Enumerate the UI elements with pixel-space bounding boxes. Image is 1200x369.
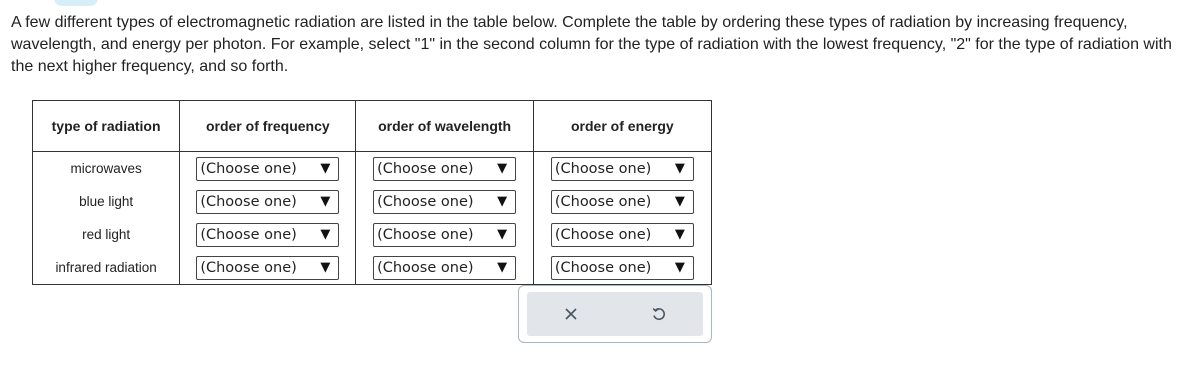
energy-select[interactable] [551, 190, 694, 214]
frequency-select[interactable] [196, 256, 339, 280]
dropdown-arrow-icon: ▼ [497, 227, 508, 242]
header-type: type of radiation [33, 101, 180, 152]
select-value: (Choose one) [554, 193, 652, 210]
select-value: (Choose one) [377, 193, 474, 210]
wavelength-select[interactable] [373, 223, 516, 247]
frequency-select[interactable] [196, 190, 339, 214]
clear-button[interactable] [527, 292, 615, 336]
x-icon [564, 307, 578, 321]
row-label: blue light [33, 185, 180, 218]
table-row [33, 218, 712, 251]
select-value: (Choose one) [377, 259, 474, 276]
energy-select[interactable] [551, 223, 694, 247]
collapse-tab[interactable] [54, 0, 98, 6]
dropdown-arrow-icon: ▼ [497, 161, 508, 176]
radiation-order-table [32, 100, 712, 285]
question-prompt: A few different types of electromagnetic radiation are listed in the table below. Complete the table by ordering these types of radiation by increasing frequency, wavelength, and energy per photon. For example, select "1" in the second column for the type of radiation with the lowest frequency, "2" for the type of radiation with the next higher frequency, and so forth. [11, 14, 1172, 75]
frequency-select[interactable] [196, 157, 339, 181]
dropdown-arrow-icon: ▼ [320, 260, 331, 275]
dropdown-arrow-icon: ▼ [320, 227, 331, 242]
select-value: (Choose one) [554, 259, 652, 276]
dropdown-arrow-icon: ▼ [674, 227, 685, 242]
table-header-row [33, 101, 712, 152]
undo-icon [651, 306, 667, 322]
dropdown-arrow-icon: ▼ [320, 194, 331, 209]
select-value: (Choose one) [377, 226, 474, 243]
dropdown-arrow-icon: ▼ [674, 260, 685, 275]
select-value: (Choose one) [554, 160, 652, 177]
table-row [33, 185, 712, 218]
dropdown-arrow-icon: ▼ [674, 161, 685, 176]
header-wavelength: order of wavelength [356, 101, 533, 152]
select-value: (Choose one) [200, 259, 297, 276]
dropdown-arrow-icon: ▼ [674, 194, 685, 209]
header-frequency: order of frequency [180, 101, 356, 152]
wavelength-select[interactable] [373, 190, 516, 214]
select-value: (Choose one) [200, 193, 297, 210]
toolbar-background [527, 292, 703, 336]
dropdown-arrow-icon: ▼ [320, 161, 331, 176]
dropdown-arrow-icon: ▼ [497, 194, 508, 209]
row-label: microwaves [33, 152, 180, 186]
wavelength-select[interactable] [373, 256, 516, 280]
energy-select[interactable] [551, 157, 694, 181]
table-row [33, 152, 712, 186]
energy-select[interactable] [551, 256, 694, 280]
row-label: infrared radiation [33, 251, 180, 285]
select-value: (Choose one) [554, 226, 652, 243]
wavelength-select[interactable] [373, 157, 516, 181]
select-value: (Choose one) [200, 160, 297, 177]
select-value: (Choose one) [377, 160, 474, 177]
header-energy: order of energy [533, 101, 711, 152]
table-row [33, 251, 712, 285]
answer-toolbar [518, 285, 712, 343]
undo-button[interactable] [615, 292, 703, 336]
dropdown-arrow-icon: ▼ [497, 260, 508, 275]
row-label: red light [33, 218, 180, 251]
select-value: (Choose one) [200, 226, 297, 243]
frequency-select[interactable] [196, 223, 339, 247]
